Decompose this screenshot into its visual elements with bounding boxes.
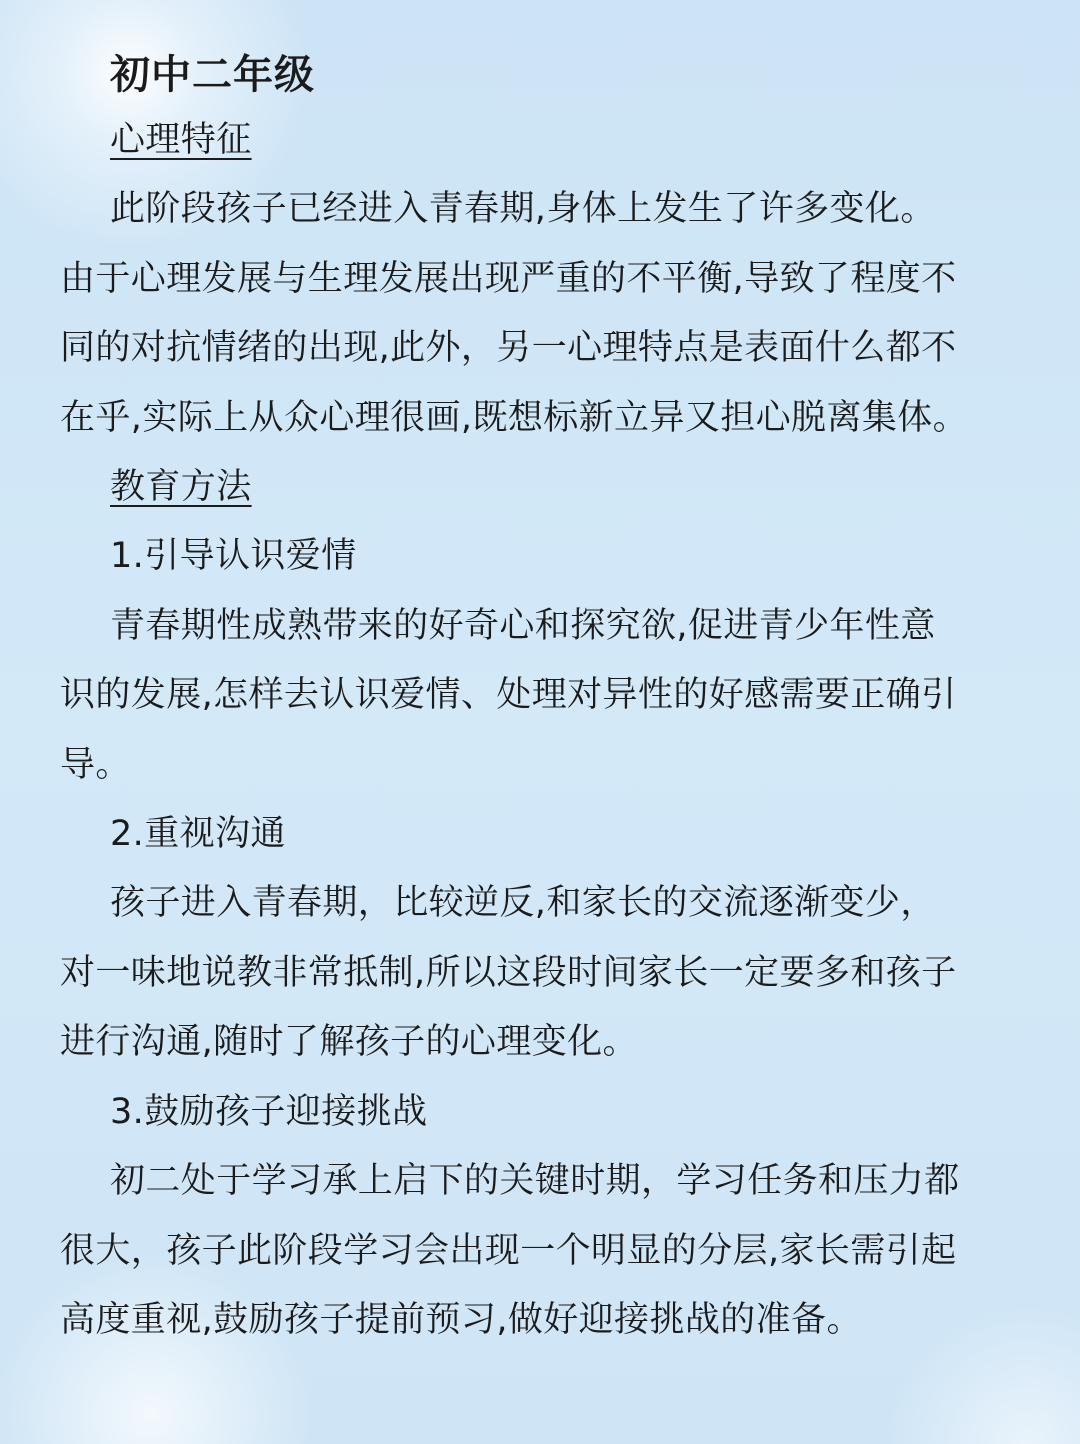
section-heading-psych: 心理特征 (110, 120, 252, 160)
paragraph-line: 很大，孩子此阶段学习会出现一个明显的分层,家长需引起 (60, 1230, 957, 1271)
paragraph-line: 导。 (60, 744, 131, 785)
paragraph-line: 进行沟通,随时了解孩子的心理变化。 (60, 1022, 638, 1063)
section-heading-method: 教育方法 (110, 467, 252, 508)
paragraph-line: 在乎,实际上从众心理很画,既想标新立异又担心脱离集体。 (60, 397, 969, 438)
item-title-1: 1.引导认识爱情 (110, 536, 357, 577)
paragraph-line: 孩子进入青春期，比较逆反,和家长的交流逐渐变少， (110, 883, 936, 924)
paragraph-line: 识的发展,怎样去认识爱情、处理对异性的好感需要正确引 (60, 675, 957, 716)
paragraph-line: 由于心理发展与生理发展出现严重的不平衡,导致了程度不 (60, 258, 957, 299)
paragraph-line: 同的对抗情绪的出现,此外，另一心理特点是表面什么都不 (60, 328, 957, 369)
page-title: 初中二年级 (110, 52, 315, 98)
paragraph-line: 此阶段孩子已经进入青春期,身体上发生了许多变化。 (110, 189, 936, 230)
item-title-2: 2.重视沟通 (110, 814, 286, 855)
paragraph-line: 对一味地说教非常抵制,所以这段时间家长一定要多和孩子 (60, 952, 957, 993)
paragraph-line: 青春期性成熟带来的好奇心和探究欲,促进青少年性意 (110, 605, 936, 646)
paragraph-line: 初二处于学习承上启下的关键时期，学习任务和压力都 (110, 1161, 960, 1202)
item-title-3: 3.鼓励孩子迎接挑战 (110, 1091, 428, 1132)
paragraph-line: 高度重视,鼓励孩子提前预习,做好迎接挑战的准备。 (60, 1299, 862, 1340)
